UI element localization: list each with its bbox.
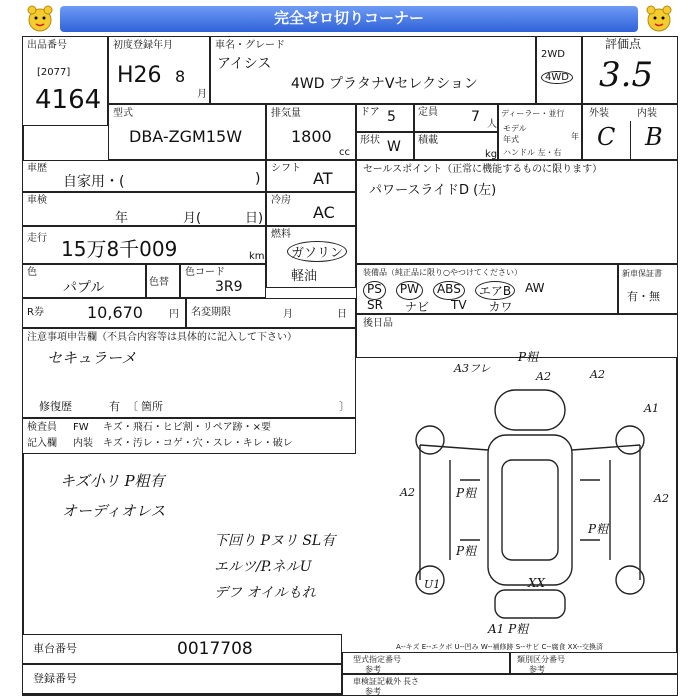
load-label: 積載 (418, 135, 438, 146)
displacement-cell (266, 104, 356, 160)
equip-aw: AW (525, 281, 545, 295)
inspector-sign-mark: 長さ (403, 677, 419, 686)
lot-sub: [2077] (37, 67, 71, 78)
recycle-unit: 円 (169, 309, 179, 320)
displacement-unit: cc (339, 147, 350, 158)
registration-label: 登録番号 (33, 672, 77, 685)
dealer-handle: ハンドル 左・右 (503, 148, 562, 157)
first-reg-month-unit: 月 (197, 89, 207, 100)
diag-mark-7: P粗 (456, 486, 477, 500)
score-int: B (645, 123, 663, 151)
doors-cell (356, 104, 414, 132)
shape-cell (356, 132, 414, 160)
model-value: DBA-ZGM15W (129, 127, 243, 146)
chassis-cell (22, 634, 342, 664)
sales-point-text: パワースライドD (左) (369, 183, 497, 198)
diag-mark-2: P粗 (518, 350, 539, 364)
equip-ps: PS (363, 281, 386, 300)
lot-cell (22, 36, 108, 126)
color-code-cell (180, 264, 266, 298)
fuel-gas-circle: ガソリン (287, 241, 347, 262)
equip-navi: ナビ (404, 300, 429, 314)
inspector-row1: キズ・飛石・ヒビ割・リペア跡・×要 (103, 422, 271, 433)
doors-label: ドア (360, 107, 380, 118)
score-int-label: 内装 (637, 108, 657, 119)
handnote-3: 下回り Pヌリ SL有 (214, 533, 336, 549)
handnote-5: デフ オイルもれ (214, 585, 316, 601)
equip-airbag: エアB (475, 281, 515, 300)
fuel-diesel: 軽油 (291, 269, 318, 284)
equip-tv: TV (450, 298, 467, 312)
diag-mark-5: A1 (644, 402, 659, 415)
shape-label: 形状 (360, 135, 380, 146)
first-reg-year: H26 (117, 63, 162, 88)
inspector-row2: キズ・汚レ・コゲ・穴・スレ・キレ・破レ (103, 438, 293, 449)
mileage-value: 15万8千009 (61, 237, 178, 261)
sales-point-cell (356, 160, 678, 264)
model-cell (108, 104, 266, 160)
color-no-label: 色替 (149, 277, 169, 288)
damage-legend: A--キズ E--エクボ U--凹み W--補修跡 S--サビ C--腐食 XX--交換済 (396, 643, 603, 651)
repair-label: 修復歴 (39, 400, 72, 413)
score-value: 3.5 (599, 55, 654, 95)
score-label: 評価点 (605, 37, 642, 51)
equipment-label: 装備品（純正品に限り○やつけてください） (363, 268, 522, 277)
diag-mark-1: A3フレ (454, 362, 491, 375)
inspector-row1-tag: FW (73, 422, 89, 433)
mileage-unit: km (249, 251, 265, 262)
diag-mark-12: XX (528, 576, 546, 590)
capacity-cell (414, 104, 498, 132)
recycle-cell (22, 298, 186, 328)
model-approval-sub: 参考 (365, 665, 381, 674)
aircon-value: AC (313, 203, 335, 222)
equipment-row2 (367, 298, 513, 315)
equip-leather: カワ (488, 300, 513, 314)
model-approval-cell (342, 652, 510, 674)
notes-cell (22, 328, 356, 418)
car-grade: 4WD プラタナVセレクション (291, 76, 478, 92)
registration-cell (22, 664, 342, 694)
displacement-label: 排気量 (271, 108, 301, 119)
shift-value: AT (313, 169, 333, 188)
header-bar (60, 6, 638, 32)
color-code-label: 色コード (185, 267, 225, 278)
handnote-2: オーディオレス (62, 502, 166, 520)
inspection-cell (22, 192, 266, 226)
car-label: 車名・グレード (215, 40, 285, 51)
inspector-sign-cell (342, 674, 678, 696)
mileage-cell (22, 226, 266, 264)
score-sub-cell (582, 104, 678, 160)
inspector-sign-sub: 参考 (365, 687, 381, 696)
displacement-value: 1800 (291, 127, 332, 146)
drive-2wd: 2WD (541, 49, 565, 60)
drive-cell (536, 36, 582, 104)
dealer-label: ディーラー・並行 (501, 109, 565, 118)
usage-label: 車歴 (27, 163, 47, 174)
load-unit: kg (485, 149, 498, 160)
first-reg-cell (108, 36, 210, 104)
score-ext: C (597, 123, 616, 151)
handnote-4: エルツ/P.ネルU (214, 559, 312, 575)
drive-4wd-circle: 4WD (541, 71, 573, 84)
shift-cell (266, 160, 356, 192)
capacity-value: 7 (471, 109, 480, 125)
score-cell (582, 36, 678, 104)
drive-4wd (541, 71, 573, 84)
usage-cell (22, 160, 266, 192)
inspection-month: 月( (183, 211, 202, 226)
recycle-value: 10,670 (87, 303, 143, 322)
color-label: 色 (27, 267, 37, 278)
chassis-value: 0017708 (177, 639, 253, 659)
recycle-label: R券 (27, 307, 44, 318)
name-change-cell (186, 298, 356, 328)
notes-text: セキュラーメ (47, 349, 137, 367)
chassis-label: 車台番号 (33, 642, 77, 655)
inspection-day: 日) (245, 211, 264, 226)
fuel-gas (287, 241, 347, 262)
mileage-label: 走行 (27, 233, 47, 244)
repair-value: 有 (109, 400, 120, 413)
mascot-right-icon (643, 3, 675, 35)
dealer-cell (498, 104, 582, 160)
diag-mark-8: A2 (654, 492, 669, 505)
lot-number: 4164 (35, 85, 102, 115)
category-no-sub: 参考 (529, 665, 545, 674)
diag-mark-13: A1 P粗 (488, 622, 529, 636)
diag-mark-6: A2 (400, 486, 415, 499)
name-change-month: 月 (283, 309, 293, 320)
diag-mark-11: U1 (424, 578, 441, 591)
doors-value: 5 (387, 109, 396, 125)
color-code: 3R9 (215, 279, 243, 295)
color-value: パプル (63, 280, 105, 296)
inspection-label: 車検 (27, 195, 47, 206)
color-cell (22, 264, 146, 298)
header-title: 完全ゼロ切りコーナー (273, 10, 424, 27)
dealer-year-unit: 年 (571, 132, 579, 141)
score-divider (630, 121, 631, 159)
inspection-year: 年 (115, 211, 129, 226)
inspector-sign-label: 車検証記載外 (353, 677, 401, 686)
model-approval-label: 型式指定番号 (353, 655, 401, 664)
repair-bracket-close: 〕 (339, 400, 350, 413)
model-label: 型式 (113, 108, 133, 119)
usage-value: 自家用・( (63, 174, 125, 190)
name-change-day: 日 (337, 309, 347, 320)
repair-bracket-open: 〔 (127, 400, 138, 413)
color-no-cell (146, 264, 180, 298)
handnote-1: キズ小リ P粗有 (60, 472, 165, 490)
warranty-label: 新車保証書 (622, 269, 662, 278)
repair-bracket-label: 箇所 (141, 400, 163, 413)
load-cell (414, 132, 498, 160)
diag-mark-4: A2 (590, 368, 605, 381)
notes-label: 注意事項申告欄（不具合内容等は具体的に記入して下さい） (27, 332, 297, 343)
first-reg-label: 初度登録年月 (113, 40, 173, 51)
inspector-cell (22, 418, 356, 454)
equip-abs: ABS (433, 281, 465, 300)
name-change-label: 名変期限 (191, 307, 231, 318)
usage-close: ) (255, 171, 261, 187)
inspector-label1: 検査員 (27, 422, 57, 433)
warranty-value: 有・無 (627, 290, 660, 303)
category-no-label: 類別区分番号 (517, 655, 565, 664)
shape-value: W (387, 139, 401, 155)
score-ext-label: 外装 (589, 108, 609, 119)
diag-mark-10: P粗 (456, 544, 477, 558)
car-cell (210, 36, 536, 104)
dealer-model-year: モデル年式 (503, 124, 527, 144)
shift-label: シフト (271, 163, 301, 174)
diag-mark-9: P粗 (588, 522, 609, 536)
sales-point-label: セールスポイント（正常に機能するものに限ります） (363, 164, 603, 175)
after-seat-label: 後日品 (363, 318, 393, 329)
capacity-unit: 人 (487, 119, 497, 130)
aircon-label: 冷房 (271, 195, 291, 206)
equip-sr: SR (367, 298, 383, 312)
capacity-label: 定員 (418, 107, 438, 118)
lot-label: 出品番号 (27, 40, 67, 51)
inspector-row2-tag: 内装 (73, 438, 93, 449)
diag-mark-3: A2 (536, 370, 551, 383)
category-no-cell (510, 652, 678, 674)
equip-pw: PW (396, 281, 423, 300)
mascot-left-icon (24, 3, 56, 35)
warranty-cell (618, 264, 678, 314)
car-name: アイシス (217, 56, 272, 72)
equipment-cell (356, 264, 618, 314)
inspector-label2: 記入欄 (27, 438, 57, 449)
first-reg-month: 8 (175, 67, 186, 86)
aircon-cell (266, 192, 356, 226)
fuel-label: 燃料 (271, 229, 291, 240)
fuel-cell (266, 226, 356, 288)
